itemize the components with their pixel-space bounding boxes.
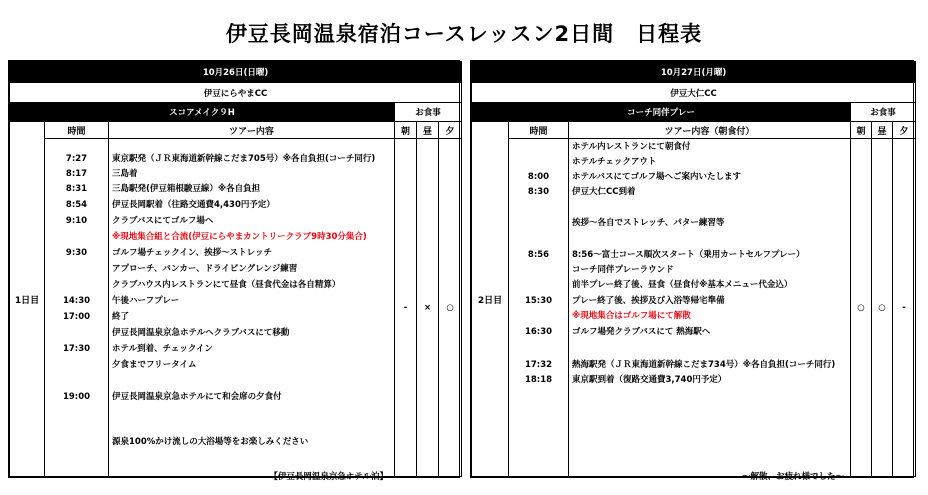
schedule-item: アプローチ、バンカー、ドライビングレンジ練習	[112, 264, 298, 274]
schedule-time	[45, 231, 108, 243]
schedule-item: 8:56～富士コース順次スタート（乗用カートセルフプレー）	[572, 250, 805, 260]
schedule-item: プレー終了後、挨拶及び入浴等帰宅準備	[572, 296, 725, 306]
schedule-item: 三島着	[112, 169, 138, 179]
day1-day-label: 1日目	[10, 122, 45, 477]
day2-course: 伊豆大仁CC	[472, 83, 916, 103]
day1-schedule	[8, 60, 460, 482]
day1-time-column	[45, 139, 109, 477]
schedule-item: ホテルバスにてゴルフ場へご案内いたします	[572, 172, 741, 182]
schedule-item: 午後ハーフプレー	[112, 296, 180, 306]
day1-subtitle: スコアメイク９H	[10, 103, 395, 122]
day1-course: 伊豆にらやまCC	[10, 83, 462, 103]
day1-content-header: ツアー内容	[109, 122, 395, 139]
schedule-time: 17:30	[62, 344, 91, 354]
schedule-item: クラブハウス内レストランにて昼食（昼食代金は各自精算）	[112, 280, 341, 290]
schedule-time	[45, 327, 108, 339]
schedule-item: ホテル内レストランにて朝食付	[572, 142, 691, 152]
day2-footer: ～解散、お疲れ様でした～	[741, 472, 844, 482]
schedule-time	[509, 141, 568, 153]
schedule-time	[45, 359, 108, 371]
schedule-time: 8:31	[65, 184, 88, 194]
day2-time-column	[509, 139, 569, 477]
schedule-item	[109, 375, 394, 387]
schedule-time	[509, 156, 568, 168]
day1-time-header: 時間	[45, 122, 109, 139]
day1-breakfast-mark: -	[395, 139, 417, 477]
schedule-item: コーチ同伴プレーラウンド	[572, 265, 674, 275]
schedule-time	[509, 343, 568, 355]
schedule-item: 伊豆長岡温泉京急ホテルへクラブバスにて移動	[112, 328, 290, 338]
day2-breakfast-header: 朝	[851, 122, 872, 139]
day2-meal-header: お食事	[851, 103, 916, 122]
schedule-time	[509, 279, 568, 291]
schedule-time	[509, 217, 568, 229]
day2-schedule	[470, 60, 914, 482]
schedule-item: 夕食までフリータイム	[112, 360, 197, 370]
schedule-item	[569, 201, 850, 213]
day1-meal-header: お食事	[395, 103, 462, 122]
schedule-item	[569, 343, 850, 355]
day1-dinner-header: 夕	[439, 122, 462, 139]
schedule-time	[45, 436, 108, 448]
day2-lunch-header: 昼	[872, 122, 893, 139]
schedule-time	[45, 414, 108, 426]
schedule-item: 三島駅発(伊豆箱根駿豆線）※各自負担	[112, 184, 261, 194]
schedule-time: 8:30	[527, 187, 550, 197]
schedule-time: 15:30	[524, 296, 553, 306]
day2-time-header: 時間	[509, 122, 569, 139]
schedule-time: 16:30	[524, 327, 553, 337]
schedule-time	[509, 264, 568, 276]
schedule-time	[509, 201, 568, 213]
schedule-time: 9:30	[65, 248, 88, 258]
day1-breakfast-header: 朝	[395, 122, 417, 139]
schedule-item: ホテル到着、チェックイン	[112, 344, 213, 354]
schedule-item	[569, 233, 850, 245]
schedule-item: 東京駅発（ＪＲ東海道新幹線こだま705号）※各自負担(コーチ同行)	[112, 154, 376, 164]
day2-day-label: 2日目	[472, 122, 509, 477]
schedule-note: ※現地集合組と合流(伊豆にらやまカントリークラブ9時30分集合)	[112, 232, 367, 242]
day1-footer: 【伊豆長岡温泉京急ホテル泊】	[269, 472, 388, 482]
day1-dinner-mark: ○	[439, 139, 462, 477]
schedule-item: ゴルフ場発クラブバスにて 熱海駅へ	[572, 327, 711, 337]
day2-dinner-header: 夕	[893, 122, 916, 139]
schedule-time	[509, 233, 568, 245]
schedule-item: 伊豆長岡温泉京急ホテルにて和会席の夕食付	[112, 392, 282, 402]
schedule-time	[509, 310, 568, 322]
schedule-time: 14:30	[62, 296, 91, 306]
page-title: 伊豆長岡温泉宿泊コースレッスン2日間 日程表	[225, 22, 703, 46]
schedule-time: 19:00	[62, 392, 91, 402]
day1-items-column	[109, 139, 395, 482]
day2-breakfast-mark: ○	[851, 139, 872, 477]
schedule-item: ゴルフ場チェックイン、挨拶～ストレッチ	[112, 248, 273, 258]
schedule-time: 17:00	[62, 312, 91, 322]
day2-subtitle: コーチ同伴プレー	[472, 103, 851, 122]
day1-lunch-mark: ×	[417, 139, 439, 477]
schedule-time	[45, 263, 108, 275]
schedule-item: 源泉100%かけ流しの大浴場等をお楽しみください	[112, 437, 309, 447]
schedule-item: 伊豆大仁CC到着	[572, 187, 636, 197]
schedule-item: クラブバスにてゴルフ場へ	[112, 216, 214, 226]
schedule-item: 伊豆長岡駅着（往路交通費4,430円予定）	[112, 200, 275, 210]
day2-content-header: ツアー内容（朝食付）	[569, 122, 851, 139]
schedule-time: 9:10	[65, 216, 88, 226]
schedule-item	[109, 414, 394, 426]
schedule-time: 17:32	[524, 360, 553, 370]
schedule-time	[45, 375, 108, 387]
schedule-item: 前半プレー終了後、昼食（昼食付※基本メニュー代金込）	[572, 280, 793, 290]
schedule-item: 東京駅到着（復路交通費3,740円予定）	[572, 375, 727, 385]
schedule-item: 挨拶～各自でストレッチ、パター練習等	[572, 218, 725, 228]
schedule-item: 終了	[112, 312, 130, 322]
schedule-time: 8:54	[65, 200, 88, 210]
schedule-item: ホテルチェックアウト	[572, 157, 657, 167]
schedule-time: 7:27	[65, 154, 88, 164]
schedule-time: 18:18	[524, 375, 553, 385]
day2-dinner-mark: -	[893, 139, 916, 477]
schedule-time: 8:17	[65, 169, 88, 179]
day2-items-column	[569, 139, 851, 482]
schedule-time: 8:00	[527, 172, 550, 182]
day2-lunch-mark: ○	[872, 139, 893, 477]
day1-lunch-header: 昼	[417, 122, 439, 139]
schedule-time	[45, 279, 108, 291]
schedule-note: ※現地集合はゴルフ場にて解散	[572, 311, 691, 321]
day2-date: 10月27日(月曜)	[472, 62, 916, 83]
schedule-time: 8:56	[527, 250, 550, 260]
schedule-item: 熱海駅発（ＪＲ東海道新幹線こだま734号）※各自負担(コーチ同行)	[572, 360, 836, 370]
day1-date: 10月26日(日曜)	[10, 62, 462, 83]
